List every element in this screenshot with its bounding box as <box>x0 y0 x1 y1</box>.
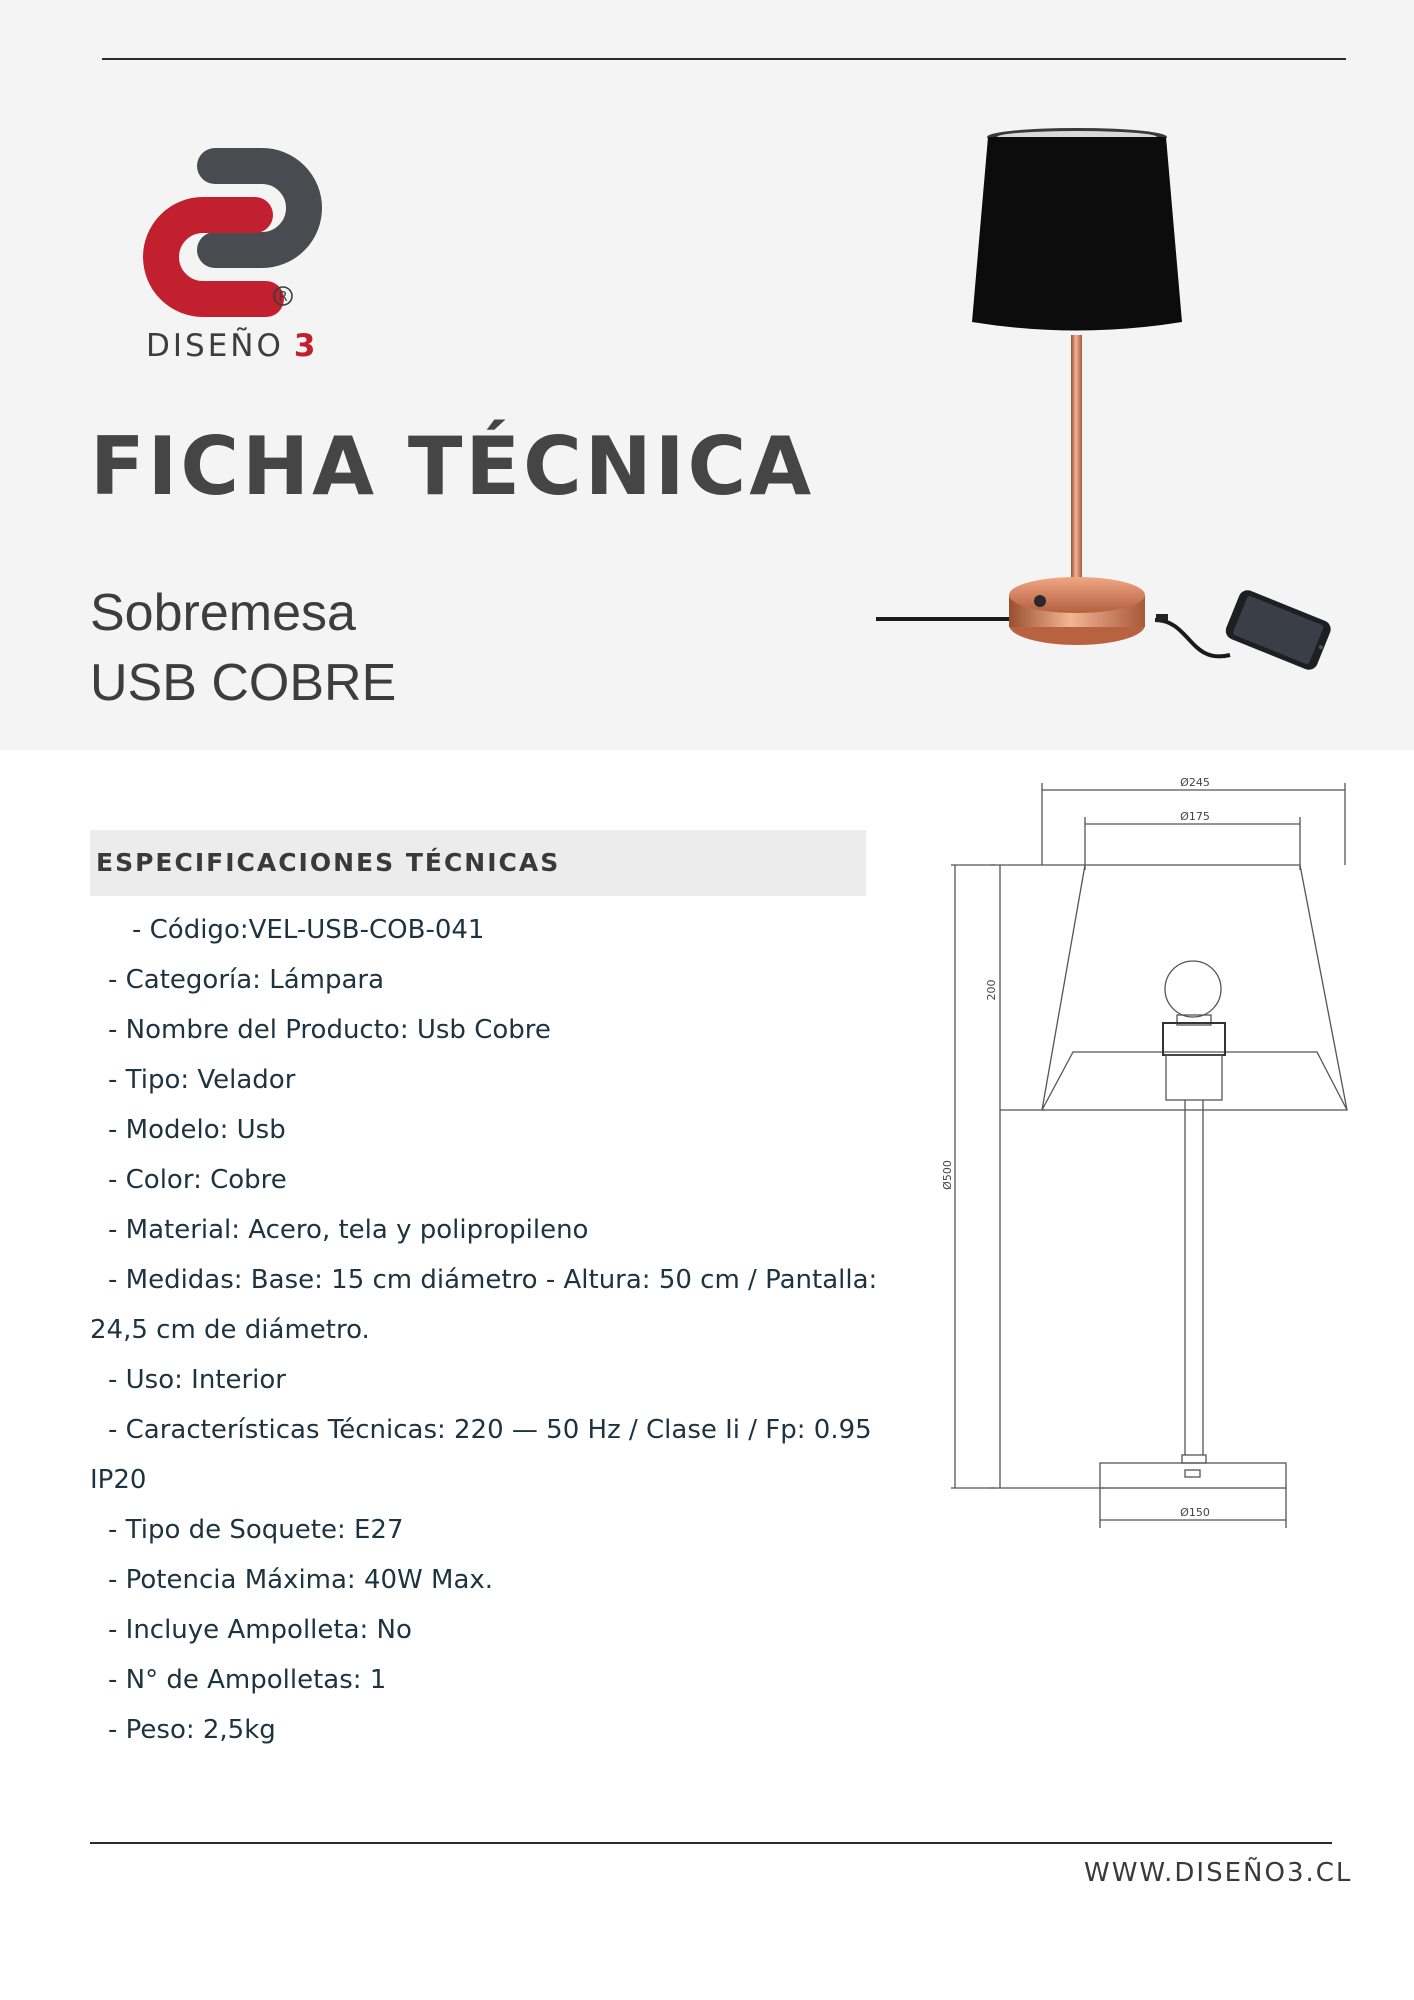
spec-item: - Nombre del Producto: Usb Cobre <box>108 1015 551 1045</box>
usb-cable <box>1155 620 1230 656</box>
svg-text:R: R <box>278 290 288 305</box>
spec-item: - Color: Cobre <box>108 1165 287 1195</box>
spec-item: - Código:VEL-USB-COB-041 <box>132 915 485 945</box>
brand-number: 3 <box>293 328 319 364</box>
lamp-shade <box>972 137 1182 331</box>
spec-item-continuation: IP20 <box>90 1465 147 1495</box>
spec-item: - Categoría: Lámpara <box>108 965 385 995</box>
spec-item: - Tipo de Soquete: E27 <box>108 1515 404 1545</box>
product-photo <box>870 125 1320 685</box>
brand-word: DISEÑO <box>146 328 284 364</box>
brand-name <box>146 328 318 364</box>
spec-item: - Peso: 2,5kg <box>108 1715 276 1745</box>
dimension-diagram <box>941 775 1355 1535</box>
lamp-stem <box>1071 335 1082 603</box>
dim-shade-bottom: Ø175 <box>1180 810 1210 823</box>
spec-item: - Incluye Ampolleta: No <box>108 1615 412 1645</box>
diagram-shade <box>1042 865 1347 1110</box>
spec-item-continuation: 24,5 cm de diámetro. <box>90 1315 370 1345</box>
dim-shade-height: 200 <box>985 979 998 1001</box>
dim-total-height: Ø500 <box>941 1160 954 1190</box>
spec-item: - Medidas: Base: 15 cm diámetro - Altura: 50 cm / Pantalla: <box>108 1265 878 1295</box>
subtitle-line-2: USB COBRE <box>90 654 397 712</box>
spec-item: - Modelo: Usb <box>108 1115 286 1145</box>
spec-item: - Potencia Máxima: 40W Max. <box>108 1565 494 1595</box>
dim-shade-top: Ø245 <box>1180 776 1210 789</box>
top-divider <box>102 58 1346 60</box>
bottom-divider <box>90 1842 1332 1844</box>
page-title: FICHA TÉCNICA <box>90 420 815 513</box>
brand-logo <box>130 130 340 360</box>
spec-list <box>90 905 930 1755</box>
spec-item: - N° de Ampolletas: 1 <box>108 1665 387 1695</box>
spec-item: - Uso: Interior <box>108 1365 287 1395</box>
subtitle-line-1: Sobremesa <box>90 584 356 642</box>
lamp-base <box>1009 577 1145 613</box>
spec-item: - Características Técnicas: 220 — 50 Hz / Clase Ii / Fp: 0.95 <box>108 1415 872 1445</box>
spec-item: - Material: Acero, tela y polipropileno <box>108 1215 589 1245</box>
spec-heading: ESPECIFICACIONES TÉCNICAS <box>96 848 561 877</box>
website-link[interactable]: WWW.DISEÑO3.CL <box>1084 1858 1353 1888</box>
spec-heading-box <box>90 830 866 896</box>
product-subtitle <box>90 578 396 718</box>
spec-item: - Tipo: Velador <box>108 1065 296 1095</box>
dim-base: Ø150 <box>1180 1506 1210 1519</box>
